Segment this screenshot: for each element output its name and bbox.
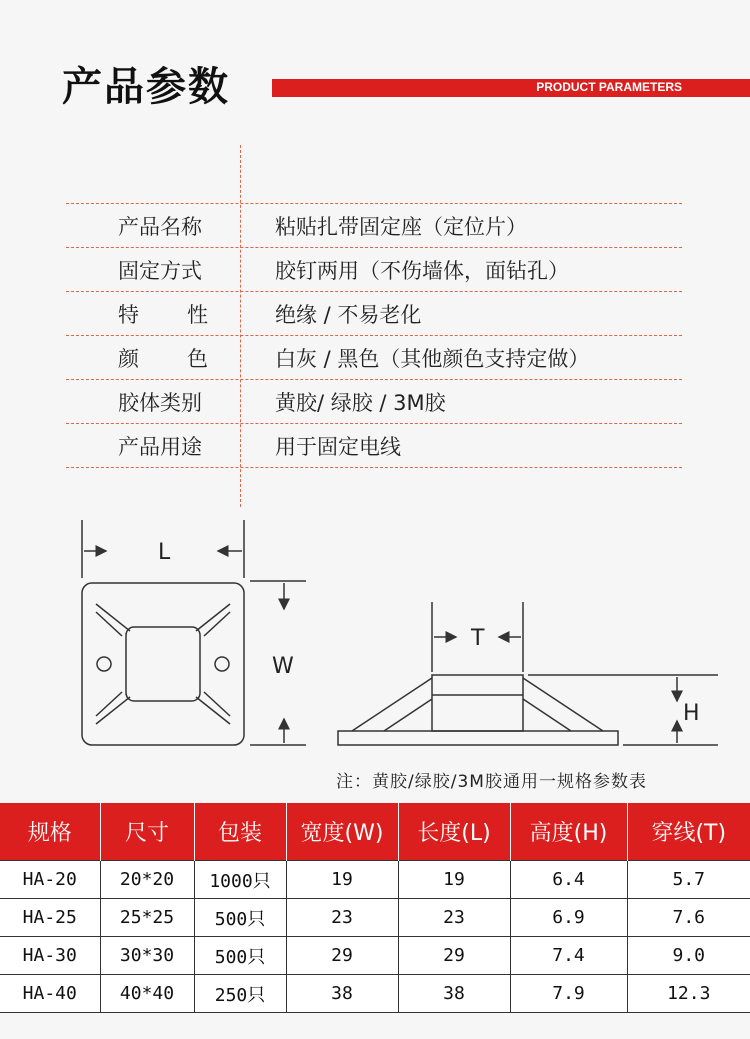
table-cell: 23 xyxy=(398,899,510,937)
side-view-base xyxy=(338,731,618,745)
table-row xyxy=(0,975,750,1013)
table-cell: 250只 xyxy=(194,975,286,1013)
mount-hole-left xyxy=(97,657,111,671)
param-label: 固定方式 xyxy=(118,258,202,283)
spec-table xyxy=(0,803,750,1013)
table-cell: 19 xyxy=(398,861,510,899)
top-view-center xyxy=(126,627,200,701)
header-cell: 穿线(T) xyxy=(627,803,750,861)
header-cell: 宽度(W) xyxy=(286,803,398,861)
param-value: 绝缘 / 不易老化 xyxy=(275,302,422,327)
table-row xyxy=(0,937,750,975)
diagonal-slots xyxy=(96,604,230,724)
table-cell: 25*25 xyxy=(100,899,194,937)
table-cell: 38 xyxy=(398,975,510,1013)
table-cell: 30*30 xyxy=(100,937,194,975)
side-view-top xyxy=(432,675,523,731)
top-view-base xyxy=(82,583,244,745)
table-cell: 40*40 xyxy=(100,975,194,1013)
spec-note: 注：黄胶/绿胶/3M胶通用一规格参数表 xyxy=(336,772,647,792)
param-label: 颜色 xyxy=(118,346,208,371)
dimension-label-w: W xyxy=(272,654,294,679)
table-cell: 29 xyxy=(286,937,398,975)
param-value: 白灰 / 黑色（其他颜色支持定做） xyxy=(275,346,590,371)
header-cell: 尺寸 xyxy=(100,803,194,861)
dimension-label-l: L xyxy=(158,540,171,565)
table-cell: 500只 xyxy=(194,899,286,937)
table-row xyxy=(0,861,750,899)
table-cell: 7.4 xyxy=(510,937,627,975)
table-cell: 6.9 xyxy=(510,899,627,937)
table-cell: 9.0 xyxy=(627,937,750,975)
param-value: 胶钉两用（不伤墙体，面钻孔） xyxy=(275,258,569,283)
page-title: 产品参数 xyxy=(62,64,230,110)
header-cell: 包装 xyxy=(194,803,286,861)
table-cell: 12.3 xyxy=(627,975,750,1013)
table-cell: 6.4 xyxy=(510,861,627,899)
header-cell: 高度(H) xyxy=(510,803,627,861)
table-cell: 500只 xyxy=(194,937,286,975)
table-cell: 7.9 xyxy=(510,975,627,1013)
dimension-label-t: T xyxy=(471,626,485,651)
header-cell: 规格 xyxy=(0,803,100,861)
param-value: 用于固定电线 xyxy=(275,434,401,459)
table-cell: 29 xyxy=(398,937,510,975)
table-cell: 38 xyxy=(286,975,398,1013)
table-cell: 7.6 xyxy=(627,899,750,937)
dimension-label-h: H xyxy=(683,701,700,726)
table-cell: 1000只 xyxy=(194,861,286,899)
table-row xyxy=(0,899,750,937)
mount-hole-right xyxy=(215,657,229,671)
table-cell: HA-30 xyxy=(0,937,100,975)
spec-header-row xyxy=(0,803,750,861)
header-cell: 长度(L) xyxy=(398,803,510,861)
table-cell: HA-40 xyxy=(0,975,100,1013)
table-cell: 23 xyxy=(286,899,398,937)
param-value: 黄胶/ 绿胶 / 3M胶 xyxy=(275,390,446,415)
table-cell: HA-20 xyxy=(0,861,100,899)
param-label: 产品名称 xyxy=(118,214,202,239)
side-view-wing-right xyxy=(523,678,603,731)
title-english: PRODUCT PARAMETERS xyxy=(536,80,682,94)
table-cell: 19 xyxy=(286,861,398,899)
param-label: 产品用途 xyxy=(118,434,202,459)
param-value: 粘贴扎带固定座（定位片） xyxy=(275,214,527,239)
param-label: 特性 xyxy=(118,302,208,327)
table-cell: HA-25 xyxy=(0,899,100,937)
param-label: 胶体类别 xyxy=(118,390,202,415)
table-cell: 5.7 xyxy=(627,861,750,899)
side-view-wing-left xyxy=(352,678,432,731)
table-cell: 20*20 xyxy=(100,861,194,899)
